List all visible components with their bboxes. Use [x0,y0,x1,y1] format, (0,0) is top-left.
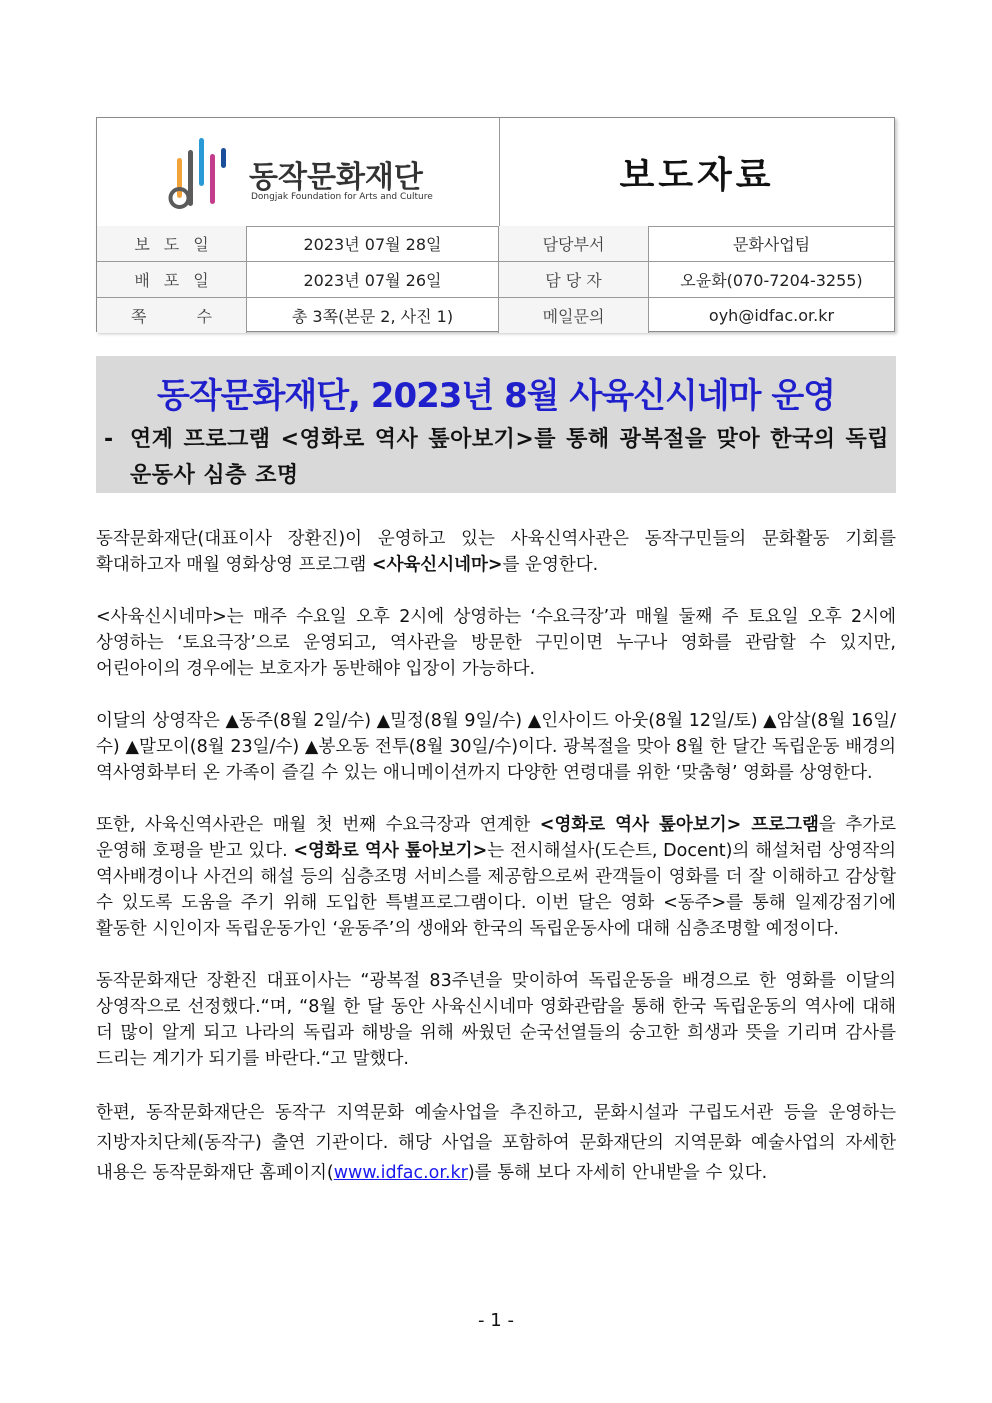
paragraph-5: 동작문화재단 장환진 대표이사는 “광복절 83주년을 맞이하여 독립운동을 배경으로 한 영화를 이달의 상영작으로 선정했다.“며, “8월 한 달 동안 사육신시네마 영화관람을 통해 한국 독립운동의 역사에 대해 더 많이 알게 되고 나라의 독립과 해방을 위해 싸웠던 순국선열들의 숭고한 희생과 뜻을 기리며 감사를 드리는 계기가 되기를 바란다.“고 말했다. [96,971,896,1069]
info-value: 오윤화(070-7204-3255) [680,271,863,290]
program-name: <영화로 역사 톺아보기> 프로그램 [539,815,819,835]
info-row [97,298,894,333]
text-span: 는 전시해설사(도슨트, Docent)의 해설처럼 상영작의 역사배경이나 사건의 해설 등의 심층조명 서비스를 제공함으로써 관객들이 영화를 더 잘 이해하고 감상할 수 있도록 도움을 주기 위해 도입한 특별프로그램이다. 이번 달은 영화 <동주>를 통해 일제강점기에 활동한 시인이자 독립운동가인 ‘윤동주’의 생애와 한국의 독립운동사에 대해 심층조명할 예정이다. [96,841,897,939]
info-row [97,226,894,262]
subtitle [104,422,889,494]
logo-bars-icon [167,136,231,210]
program-name: <사육신시네마> [371,555,503,575]
info-label: 담 당 자 [499,262,649,297]
text-span: 한편, 동작문화재단은 동작구 지역문화 예술사업을 추진하고, 문화시설과 구립도서관 등을 운영하는 지방자치단체(동작구) 출연 기관이다. 해당 사업을 포함하여 문화재단의 지역문화 예술사업의 자세한 내용은 동작문화재단 홈페이지( [96,1103,896,1183]
info-value: 총 3쪽(본문 2, 사진 1) [247,298,499,333]
paragraph-6 [96,1098,896,1188]
header-table [96,117,895,332]
page-number: - 1 - [478,1310,514,1331]
info-value: 2023년 07월 28일 [247,226,499,261]
info-value: 문화사업팀 [732,235,811,254]
subtitle-text: 연계 프로그램 <영화로 역사 톺아보기>를 통해 광복절을 맞아 한국의 독립운동사 심층 조명 [130,427,889,488]
text-span: 을 추가로 운영해 호평을 받고 있다. [96,815,896,861]
info-label: 배포일 [97,262,247,297]
homepage-link[interactable]: www.idfac.or.kr [333,1163,468,1183]
title-box [96,356,896,493]
paragraph-1 [96,526,896,578]
info-label: 쪽수 [97,298,247,333]
paragraph-2: <사육신시네마>는 매주 수요일 오후 2시에 상영하는 ‘수요극장’과 매월 둘째 주 토요일 오후 2시에 상영하는 ‘토요극장’으로 운영되고, 역사관을 방문한 구민이면 누구나 영화를 관람할 수 있지만, 어린아이의 경우에는 보호자가 동반해야 입장이 가능하다. [96,607,896,679]
main-title: 동작문화재단, 2023년 8월 사육신시네마 운영 [156,376,836,416]
info-label: 담당부서 [499,226,649,261]
paragraph-4 [96,812,896,942]
foundation-logo [167,136,437,216]
text-span: )를 통해 보다 자세히 안내받을 수 있다. [467,1163,768,1183]
email-value: oyh@idfac.or.kr [708,306,835,325]
info-row [97,262,894,298]
info-label: 보도일 [97,226,247,261]
release-label: 보도자료 [619,154,775,196]
info-grid [97,226,894,333]
text-span: 를 운영한다. [502,555,599,575]
info-value: 2023년 07월 26일 [247,262,499,297]
body-text [96,526,896,1214]
logo-name: 동작문화재단 [249,160,423,195]
text-span: 또한, 사육신역사관은 매월 첫 번째 수요극장과 연계한 [96,815,540,835]
logo-subtitle: Dongjak Foundation for Arts and Culture [251,192,433,202]
subtitle-dash: - [104,427,114,452]
header-top [97,118,894,227]
text-span: 동작문화재단(대표이사 장환진)이 운영하고 있는 사육신역사관은 동작구민들의 문화활동 기회를 확대하고자 매월 영화상영 프로그램 [96,529,896,575]
info-label: 메일문의 [499,298,649,333]
paragraph-3: 이달의 상영작은 ▲동주(8월 2일/수) ▲밀정(8월 9일/수) ▲인사이드 아웃(8월 12일/토) ▲암살(8월 16일/수) ▲말모이(8월 23일/수) ▲봉오동 전투(8월 30일/수)이다. 광복절을 맞아 8월 한 달간 독립운동 배경의 역사영화부터 온 가족이 즐길 수 있는 애니메이션까지 다양한 연령대를 위한 ‘맞춤형’ 영화를 상영한다. [96,711,896,783]
program-name: <영화로 역사 톺아보기> [293,841,488,861]
